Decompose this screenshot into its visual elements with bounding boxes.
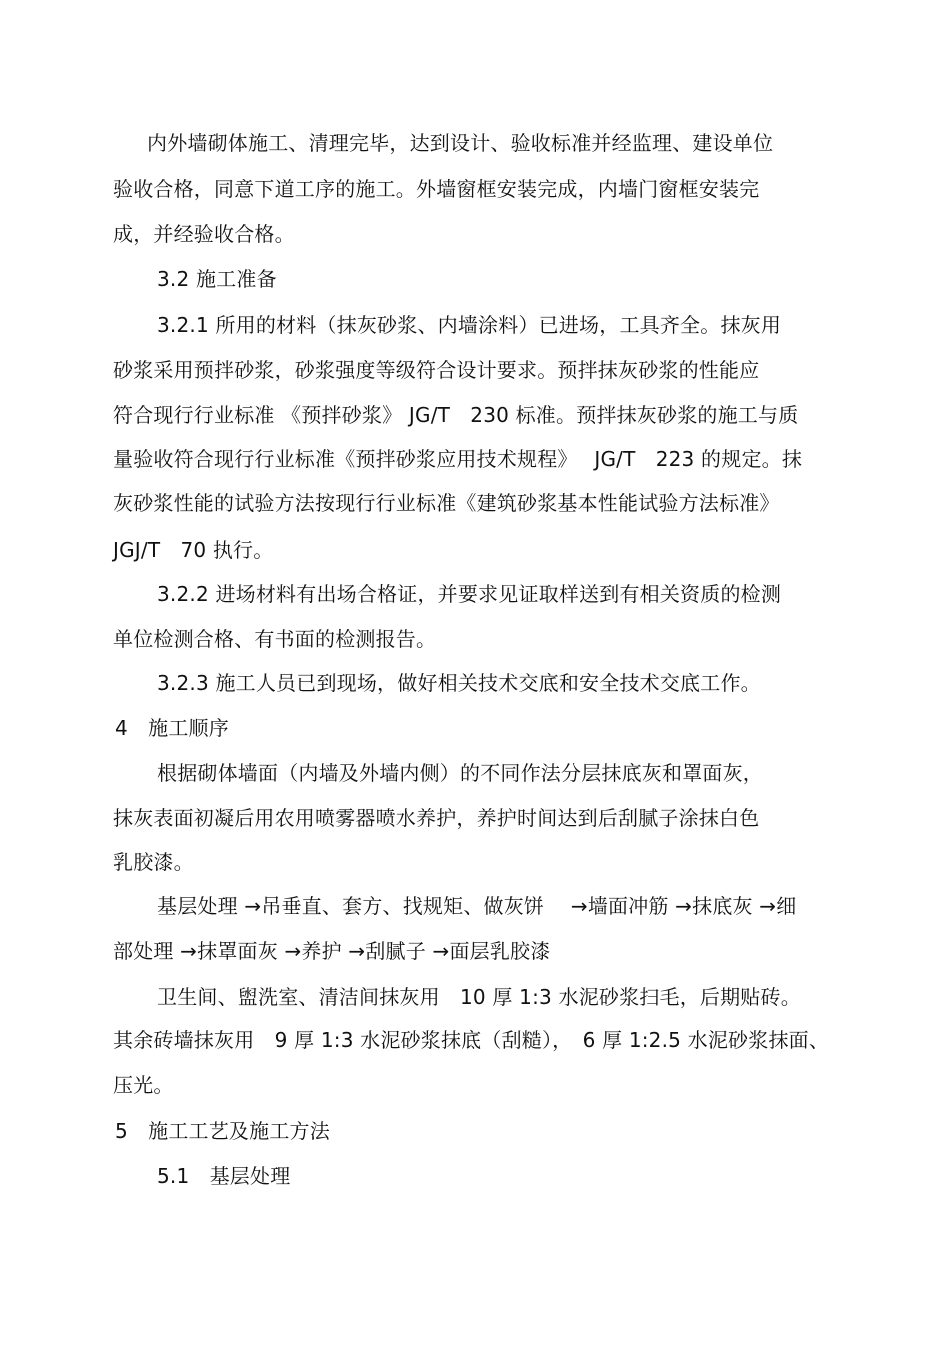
text-line: 基层处理 →吊垂直、套方、找规矩、做灰饼 →墙面冲筋 →抹底灰 →细 (157, 894, 797, 918)
text-line: 其余砖墙抹灰用 9 厚 1:3 水泥砂浆抹底（刮糙）， 6 厚 1:2.5 水泥砂浆抹面、 (113, 1028, 830, 1052)
text-line: 乳胶漆。 (113, 850, 194, 874)
text-line: 砂浆采用预拌砂浆，砂浆强度等级符合设计要求。预拌抹灰砂浆的性能应 (113, 358, 760, 382)
section-heading: 5.1 基层处理 (157, 1164, 291, 1188)
text-line: 成，并经验收合格。 (113, 222, 295, 246)
text-line: 量验收符合现行行业标准《预拌砂浆应用技术规程》 JG/T 223 的规定。抹 (113, 447, 803, 471)
text-line: 灰砂浆性能的试验方法按现行行业标准《建筑砂浆基本性能试验方法标准》 (113, 491, 780, 515)
section-heading: 5 施工工艺及施工方法 (115, 1119, 330, 1143)
text-line: 卫生间、盥洗室、清洁间抹灰用 10 厚 1:3 水泥砂浆扫毛，后期贴砖。 (157, 985, 801, 1009)
text-line: 3.2.2 进场材料有出场合格证，并要求见证取样送到有相关资质的检测 (157, 582, 782, 606)
text-line: 根据砌体墙面（内墙及外墙内侧）的不同作法分层抹底灰和罩面灰， (157, 761, 763, 785)
text-line: 部处理 →抹罩面灰 →养护 →刮腻子 →面层乳胶漆 (113, 939, 551, 963)
section-heading: 3.2 施工准备 (157, 267, 277, 291)
text-line: 内外墙砌体施工、清理完毕，达到设计、验收标准并经监理、建设单位 (147, 131, 774, 155)
text-line: JGJ/T 70 执行。 (113, 538, 274, 562)
text-line: 符合现行行业标准 《预拌砂浆》 JG/T 230 标准。预拌抹灰砂浆的施工与质 (113, 403, 799, 427)
text-line: 验收合格，同意下道工序的施工。外墙窗框安装完成，内墙门窗框安装完 (113, 177, 760, 201)
text-line: 3.2.3 施工人员已到现场，做好相关技术交底和安全技术交底工作。 (157, 671, 761, 695)
text-line: 压光。 (113, 1073, 174, 1097)
text-line: 单位检测合格、有书面的检测报告。 (113, 627, 437, 651)
text-line: 抹灰表面初凝后用农用喷雾器喷水养护，养护时间达到后刮腻子涂抹白色 (113, 806, 760, 830)
text-line: 3.2.1 所用的材料（抹灰砂浆、内墙涂料）已进场，工具齐全。抹灰用 (157, 313, 782, 337)
section-heading: 4 施工顺序 (115, 716, 229, 740)
